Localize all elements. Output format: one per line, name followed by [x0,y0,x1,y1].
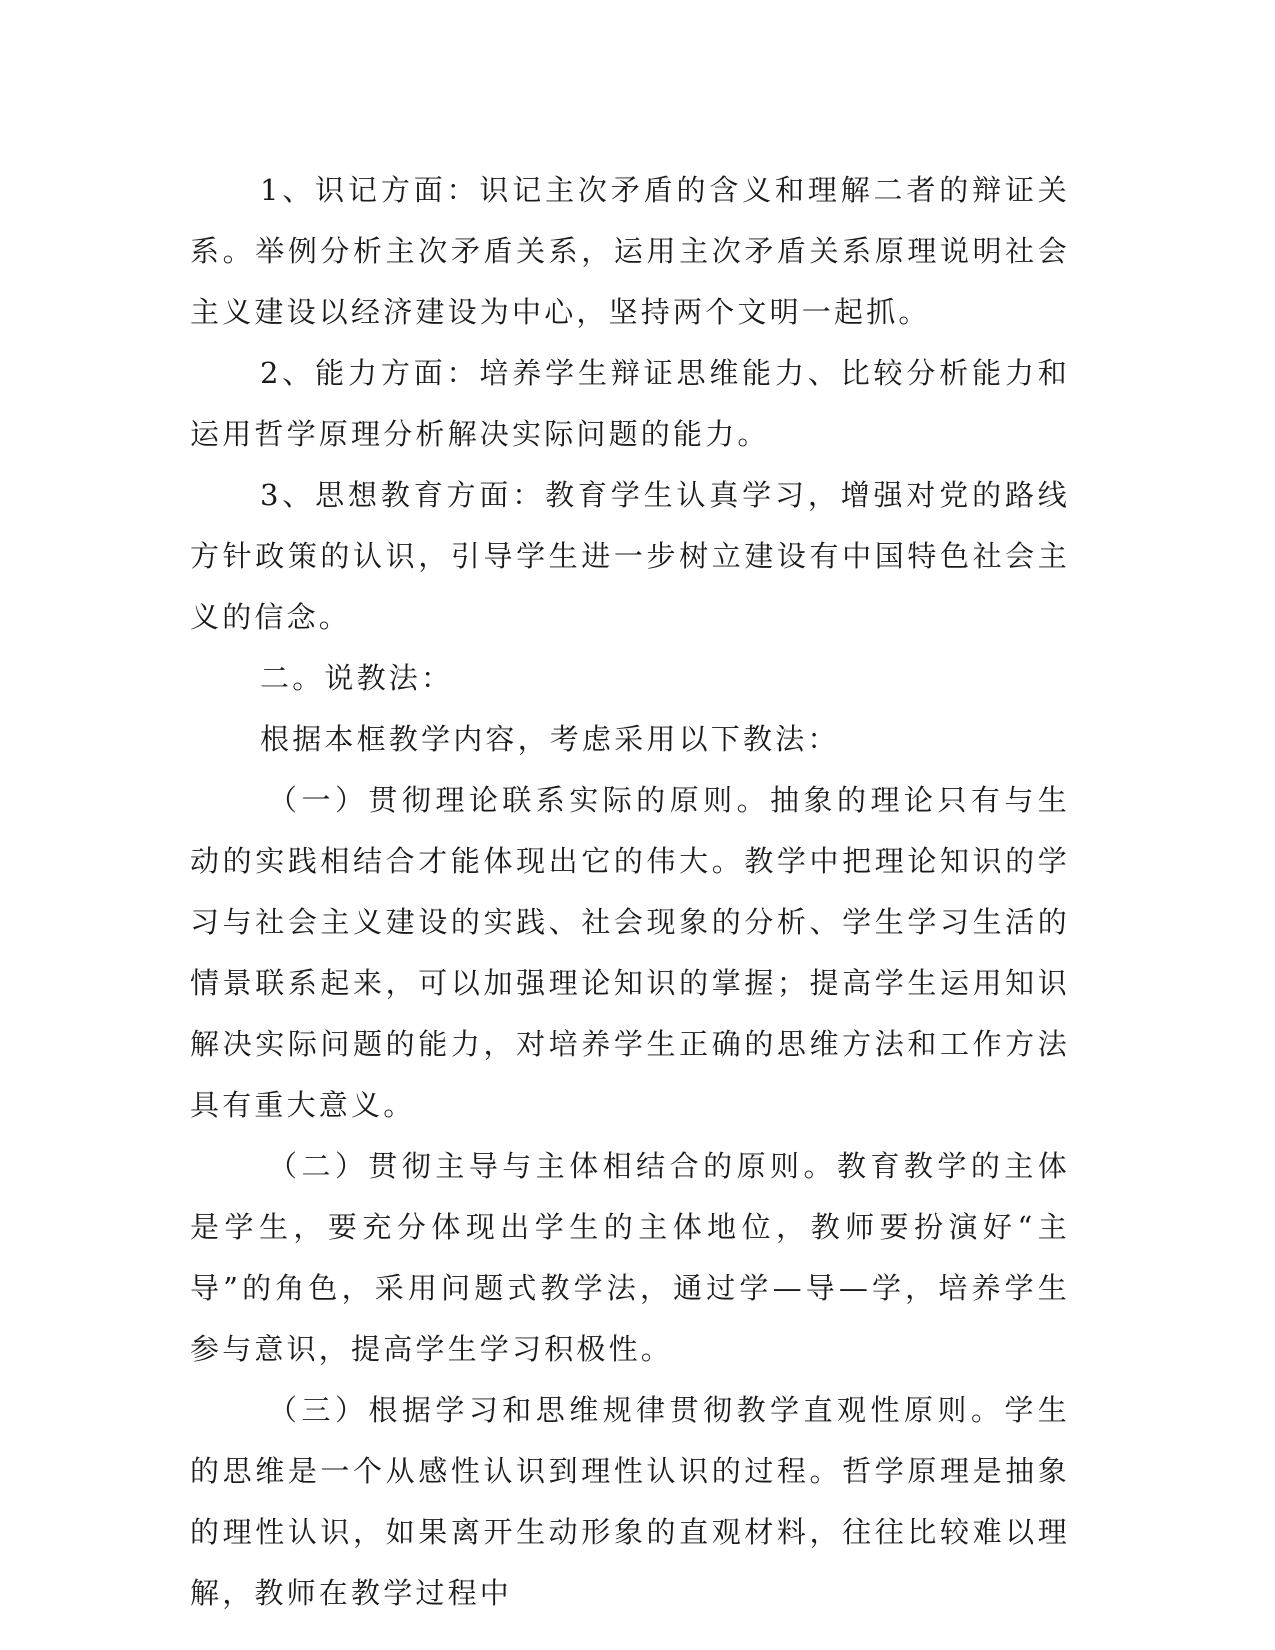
teaching-methods-intro-paragraph: 根据本框教学内容，考虑采用以下教法： [260,722,840,756]
section-heading-teaching-methods: 二。说教法： [260,661,454,695]
objective-ability-paragraph: 2、能力方面：培养学生辩证思维能力、比较分析能力和运用哲学原理分析解决实际问题的能力。 [190,356,1070,451]
objective-knowledge-paragraph: 1、识记方面：识记主次矛盾的含义和理解二者的辩证关系。举例分析主次矛盾关系，运用主次矛盾关系原理说明社会主义建设以经济建设为中心，坚持两个文明一起抓。 [190,173,1070,329]
method-three-paragraph: （三）根据学习和思维规律贯彻教学直观性原则。学生的思维是一个从感性认识到理性认识的过程。哲学原理是抽象的理性认识，如果离开生动形象的直观材料，往往比较难以理解，教师在教学过程中 [190,1393,1070,1610]
document-body [190,160,1070,1624]
method-one-paragraph: （一）贯彻理论联系实际的原则。抽象的理论只有与生动的实践相结合才能体现出它的伟大。教学中把理论知识的学习与社会主义建设的实践、社会现象的分析、学生学习生活的情景联系起来，可以加强理论知识的掌握；提高学生运用知识解决实际问题的能力，对培养学生正确的思维方法和工作方法具有重大意义。 [190,783,1070,1122]
method-two-paragraph: （二）贯彻主导与主体相结合的原则。教育教学的主体是学生，要充分体现出学生的主体地位，教师要扮演好“主导”的角色，采用问题式教学法，通过学—导—学，培养学生参与意识，提高学生学习积极性。 [190,1149,1070,1366]
objective-ideological-paragraph: 3、思想教育方面：教育学生认真学习，增强对党的路线方针政策的认识，引导学生进一步树立建设有中国特色社会主义的信念。 [190,478,1070,634]
